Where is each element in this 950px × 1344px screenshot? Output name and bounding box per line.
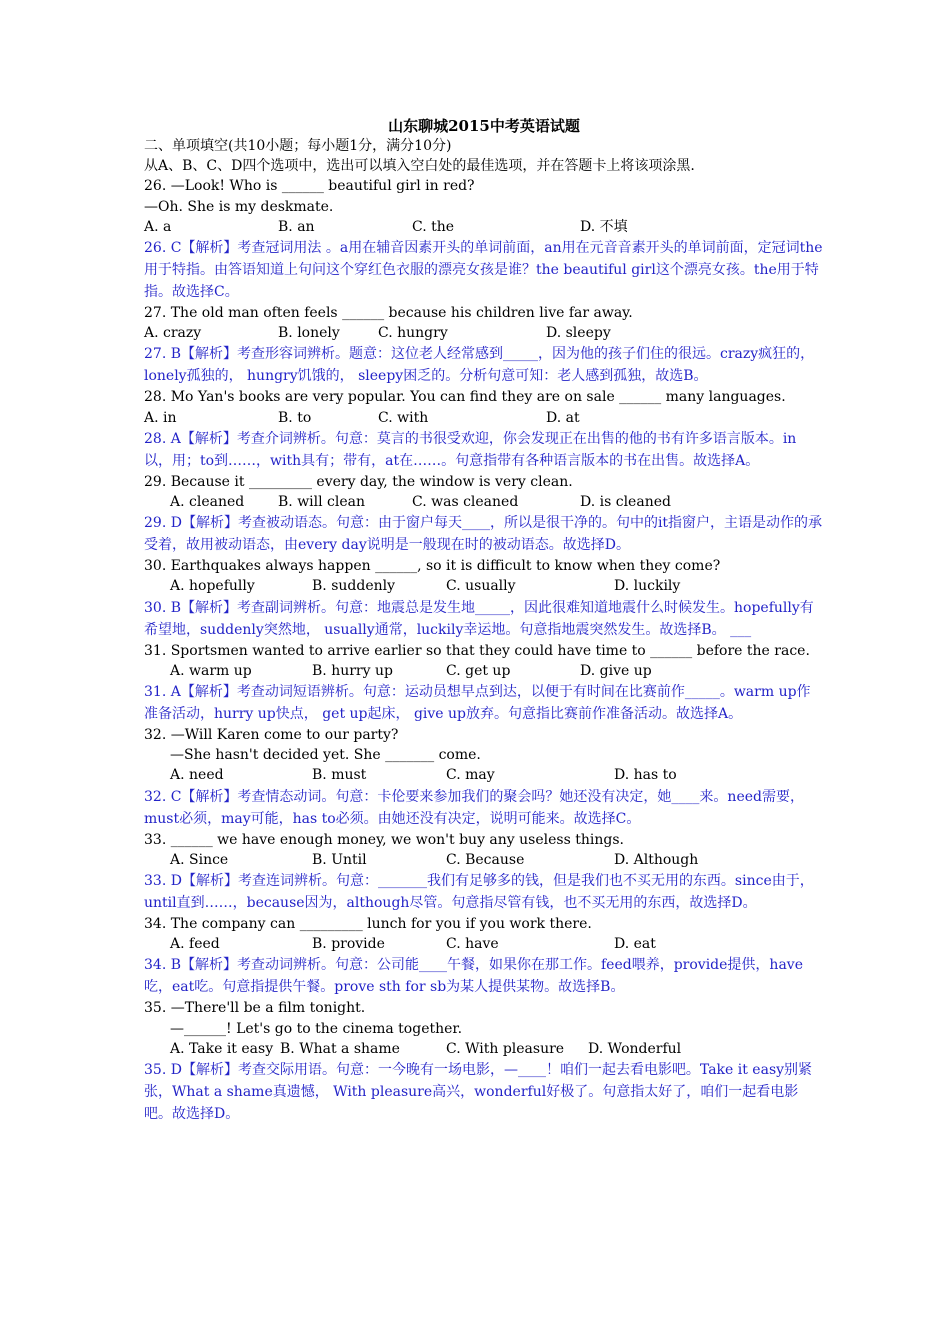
option-b: B. must <box>312 767 367 784</box>
question-stem: 31. Sportsmen wanted to arrive earlier so that they could have time to ______ before the race. <box>144 642 810 659</box>
option-d: D. luckily <box>614 578 681 595</box>
question-30 <box>144 556 824 640</box>
option-c: C. Because <box>446 851 525 868</box>
option-c: C. usually <box>446 578 516 595</box>
question-28 <box>144 387 824 471</box>
question-stem: 30. Earthquakes always happen ______, so it is difficult to know when they come? <box>144 558 721 575</box>
option-b: B. to <box>278 409 312 426</box>
question-stem: 32. —Will Karen come to our party? <box>144 727 399 744</box>
question-stem: 28. Mo Yan's books are very popular. You can find they are on sale ______ many languages. <box>144 389 786 406</box>
question-35 <box>144 998 824 1125</box>
question-stem: 27. The old man often feels ______ because his children live far away. <box>144 305 633 322</box>
page-title: 山东聊城2015中考英语试题 <box>388 117 580 135</box>
question-reply: —______! Let's go to the cinema together. <box>170 1020 463 1037</box>
option-b: B. hurry up <box>312 662 393 679</box>
option-c: C. was cleaned <box>412 494 519 511</box>
option-c: C. get up <box>446 662 511 679</box>
option-b: B. provide <box>312 936 385 953</box>
question-29 <box>144 472 824 556</box>
options-row <box>144 765 824 785</box>
options-row <box>144 408 824 428</box>
section-heading: 二、单项填空(共10小题；每小题1分，满分10分) <box>144 138 452 154</box>
options-row <box>144 850 824 870</box>
option-c: C. hungry <box>378 325 448 342</box>
analysis: 30. B【解析】考查副词辨析。句意：地震总是发生地_____，因此很难知道地震什么时候发生。hopefully有希望地，suddenly突然地， usually通常，luckily幸运地。句意指地震突然发生。故选择B。 ___ <box>144 599 814 638</box>
option-a: A. cleaned <box>170 494 245 511</box>
options-row <box>144 217 824 237</box>
options-row <box>144 934 824 954</box>
option-c: C. with <box>378 409 429 426</box>
question-stem: 29. Because it _________ every day, the window is very clean. <box>144 473 573 490</box>
question-stem: 26. —Look! Who is ______ beautiful girl in red? <box>144 178 475 195</box>
option-d: D. eat <box>614 936 656 953</box>
option-d: D. Wonderful <box>588 1040 682 1057</box>
option-d: D. has to <box>614 767 677 784</box>
option-b: B. an <box>278 218 315 235</box>
analysis: 29. D【解析】考查被动语态。句意：由于窗户每天____，所以是很干净的。句中的it指窗户，主语是动作的承受着，故用被动语态，由every day说明是一般现在时的被动语态。故选择D。 <box>144 515 823 554</box>
analysis: 33. D【解析】考查连词辨析。句意：_______我们有足够多的钱，但是我们也不买无用的东西。since由于， until直到……，because因为，although尽管。句意指尽管有钱，也不买无用的东西，故选择D。 <box>144 873 814 912</box>
option-a: A. warm up <box>170 662 252 679</box>
option-c: C. the <box>412 218 455 235</box>
option-c: C. have <box>446 936 499 953</box>
option-a: A. Since <box>170 851 229 868</box>
options-row <box>144 576 824 596</box>
option-a: A. Take it easy <box>170 1040 274 1057</box>
option-a: A. hopefully <box>170 578 255 595</box>
question-stem: 34. The company can _________ lunch for you if you work there. <box>144 916 592 933</box>
option-d: D. sleepy <box>546 325 611 342</box>
analysis: 35. D【解析】考查交际用语。句意：一今晚有一场电影，—____！咱们一起去看电影吧。Take it easy别紧张，What a shame真遗憾， With pleasure高兴，wonderful好极了。句意指太好了，咱们一起看电影吧。故选择D。 <box>144 1062 813 1123</box>
option-a: A. feed <box>170 936 220 953</box>
option-d: D. 不填 <box>580 218 628 235</box>
question-stem: 33. ______ we have enough money, we won't buy any useless things. <box>144 831 624 848</box>
option-c: C. With pleasure <box>446 1040 565 1057</box>
options-row <box>144 323 824 343</box>
options-row <box>144 661 824 681</box>
analysis: 34. B【解析】考查动词辨析。句意：公司能____午餐，如果你在那工作。feed喂养，provide提供，have吃，eat吃。句意指提供午餐。prove sth for sb为某人提供某物。故选择B。 <box>144 957 803 996</box>
document-page <box>144 116 824 1125</box>
option-b: B. lonely <box>278 325 340 342</box>
question-32 <box>144 725 824 830</box>
option-a: A. in <box>144 409 177 426</box>
option-d: D. is cleaned <box>580 494 671 511</box>
options-row <box>144 492 824 512</box>
option-d: D. give up <box>580 662 652 679</box>
analysis: 28. A【解析】考查介词辨析。句意：莫言的书很受欢迎，你会发现正在出售的他的书有许多语言版本。in以，用；to到……，with具有；带有，at在……。句意指带有各种语言版本的书在出售。故选择A。 <box>144 430 797 469</box>
option-b: B. Until <box>312 851 367 868</box>
question-27 <box>144 303 824 387</box>
option-d: D. at <box>546 409 580 426</box>
analysis: 32. C【解析】考查情态动词。句意：卡伦要来参加我们的聚会吗？她还没有决定，她____来。need需要，must必须，may可能，has to必须。由她还没有决定，说明可能来。故选择C。 <box>144 788 804 827</box>
instruction: 从A、B、C、D四个选项中，选出可以填入空白处的最佳选项，并在答题卡上将该项涂黑. <box>144 158 695 175</box>
analysis: 31. A【解析】考查动词短语辨析。句意：运动员想早点到达，以便于有时间在比赛前作_____。warm up作准备活动，hurry up快点， get up起床， give up放弃。句意指比赛前作准备活动。故选择A。 <box>144 684 811 723</box>
option-a: A. a <box>144 218 172 235</box>
question-reply: —She hasn't decided yet. She _______ come. <box>170 747 481 764</box>
analysis: 26. C【解析】考查冠词用法 。a用在辅音因素开头的单词前面，an用在元音音素开头的单词前面，定冠词the用于特指。由答语知道上句问这个穿红色衣服的漂亮女孩是谁？the beautiful girl这个漂亮女孩。the用于特指。故选择C。 <box>144 240 823 301</box>
option-a: A. need <box>170 767 224 784</box>
option-b: B. will clean <box>278 494 366 511</box>
question-33 <box>144 830 824 914</box>
question-reply: —Oh. She is my deskmate. <box>144 198 334 215</box>
option-d: D. Although <box>614 851 699 868</box>
analysis: 27. B【解析】考查形容词辨析。题意：这位老人经常感到_____，因为他的孩子们住的很远。crazy疯狂的， lonely孤独的， hungry饥饿的， sleepy困乏的。分析句意可知：老人感到孤独，故选B。 <box>144 346 815 385</box>
question-31 <box>144 641 824 725</box>
option-b: B. What a shame <box>280 1040 400 1057</box>
question-34 <box>144 914 824 998</box>
option-a: A. crazy <box>144 325 202 342</box>
options-row <box>144 1039 824 1059</box>
option-b: B. suddenly <box>312 578 396 595</box>
question-stem: 35. —There'll be a film tonight. <box>144 1000 366 1017</box>
option-c: C. may <box>446 767 495 784</box>
question-26 <box>144 176 824 303</box>
